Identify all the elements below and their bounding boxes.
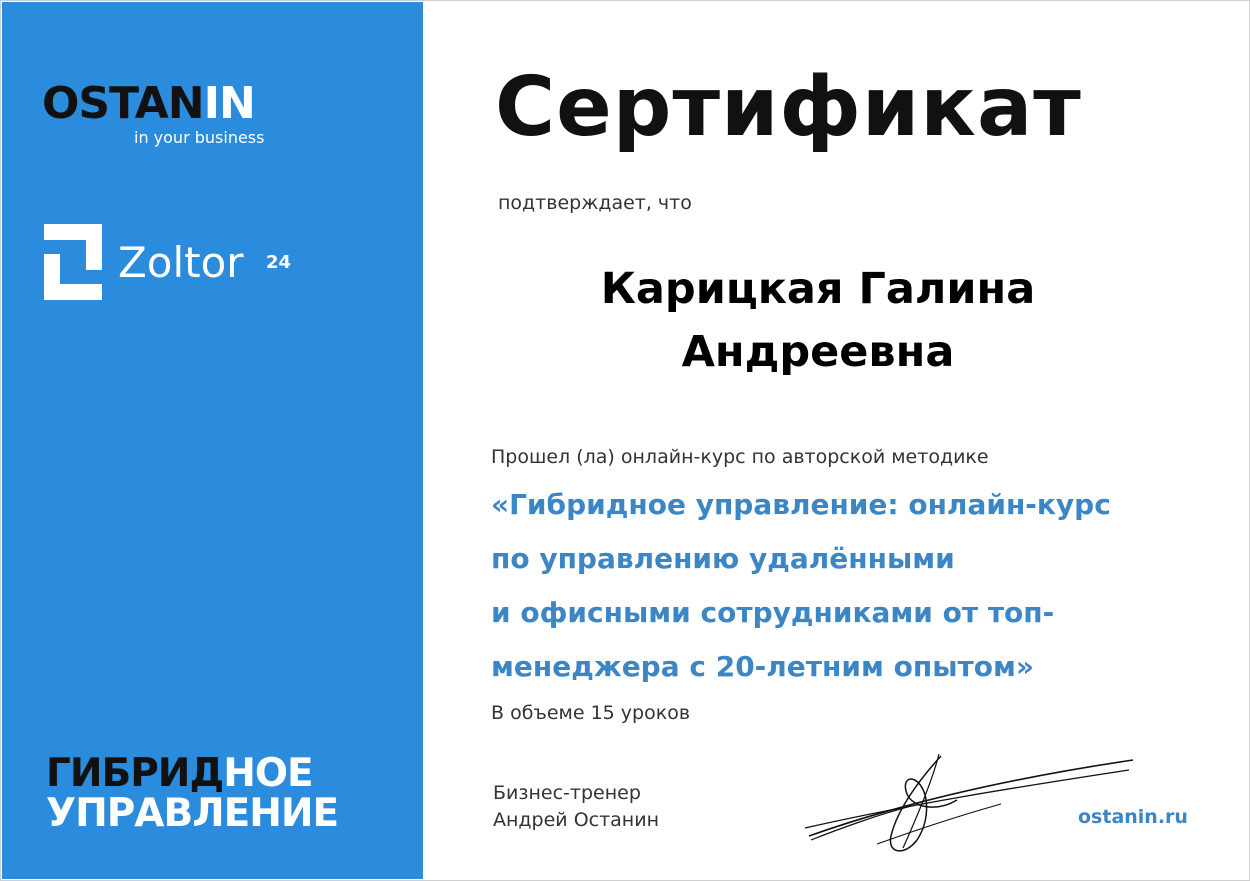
zoltor-mark-icon (44, 224, 104, 300)
website-link[interactable]: ostanin.ru (1078, 806, 1188, 828)
recipient-name-line2: Андреевна (681, 327, 955, 377)
course-title-line: по управлению удалёнными (491, 542, 955, 575)
hybrid-logo-line2: УПРАВЛЕНИЕ (46, 791, 339, 836)
hybrid-management-logo (46, 751, 386, 836)
completion-text: Прошел (ла) онлайн-курс по авторской методике (491, 446, 989, 468)
certificate-title: Сертификат (495, 60, 1082, 155)
hybrid-logo-line1-part2: НОЕ (223, 751, 313, 796)
course-title (491, 478, 1231, 694)
zoltor-logo (44, 224, 304, 300)
recipient-name-line1: Карицкая Галина (600, 264, 1036, 314)
course-title-line: «Гибридное управление: онлайн-курс (491, 488, 1111, 521)
trainer-block (493, 780, 659, 834)
ostanin-logo-part2: IN (203, 78, 255, 129)
zoltor-number: 24 (266, 252, 292, 273)
course-title-line: менеджера с 20-летним опытом» (491, 650, 1034, 683)
ostanin-logo (42, 78, 302, 147)
ostanin-logo-wordmark (42, 78, 302, 129)
sidebar (2, 2, 423, 879)
zoltor-name: Zoltor (118, 238, 244, 287)
ostanin-tagline: in your business (134, 128, 265, 147)
trainer-role: Бизнес-тренер (493, 782, 641, 804)
hybrid-logo-line1-part1: ГИБРИД (46, 751, 224, 796)
ostanin-logo-part1: OSTAN (42, 78, 204, 129)
recipient-name (503, 258, 1133, 384)
confirms-text: подтверждает, что (498, 192, 692, 214)
course-title-line: и офисными сотрудниками от топ- (491, 596, 1055, 629)
certificate-body (423, 0, 1248, 879)
hybrid-logo-line1 (46, 751, 386, 796)
trainer-name: Андрей Останин (493, 809, 659, 831)
course-volume: В объеме 15 уроков (491, 702, 691, 724)
